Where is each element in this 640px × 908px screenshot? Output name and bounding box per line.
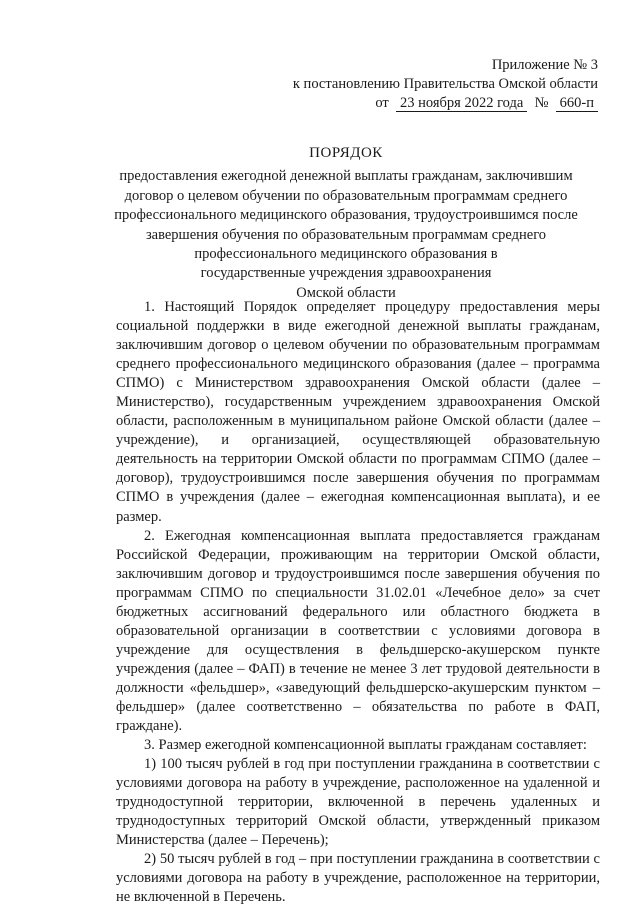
title-line: завершения обучения по образовательным программам среднего bbox=[145, 226, 547, 243]
paragraph-1: 1. Настоящий Порядок определяет процедуру предоставления меры социальной поддержки в виде ежегодной денежной выплаты гражданам, заключившим договор о целевом обучении по образовательным программам среднего профессионального медицинского образования (далее – программа СПМО) с Министерством здравоохранения Омской области (далее – Министерство), государственным учреждением здравоохранения Омской области, расположенным в муниципальном районе Омской области (далее – учреждение), и организацией, осуществляющей образовательную деятельность на территории Омской области по программам СПМО (далее – договор), трудоустроившимся после завершения обучения по программам СПМО в учреждения (далее – ежегодная компенсационная выплата), и ее размер. bbox=[116, 299, 600, 525]
title-line: Омской области bbox=[296, 284, 396, 301]
paragraph-2: 2. Ежегодная компенсационная выплата предоставляется гражданам Российской Федерации, проживающим на территории Омской области, заключившим договор и трудоустроившимся после завершения обучения по программам СПМО по специальности 31.02.01 «Лечебное дело» за счет бюджетных ассигнований федерального или областного бюджета в образовательной организации в соответствии с условиями договора в учреждение для осуществления в фельдшерско-акушерском пункте учреждения (далее – ФАП) в течение не менее 3 лет трудовой деятельности в должности «фельдшер», «заведующий фельдшерско-акушерским пунктом – фельдшер» (далее соответственно – обязательства по работе в ФАП, граждане). bbox=[116, 527, 600, 735]
title-line: предоставления ежегодной денежной выплаты гражданам, заключившим bbox=[119, 168, 573, 185]
document-title bbox=[96, 144, 596, 303]
paragraph-3: 3. Размер ежегодной компенсационной выплаты гражданам составляет: bbox=[144, 737, 587, 754]
appendix-header bbox=[268, 56, 598, 113]
paragraph-3-item-1: 1) 100 тысяч рублей в год при поступлении гражданина в соответствии с условиями договора на работу в учреждение, расположенное на удаленной и труднодоступной территории, включенной в перечень удаленных и труднодоступных территорий Омской области, утвержденный приказом Министерства (далее – Перечень); bbox=[116, 756, 600, 849]
decree-date-prefix: от bbox=[375, 95, 389, 111]
decree-number-sign: № bbox=[534, 95, 549, 111]
title-line: профессионального медицинского образования в bbox=[194, 246, 498, 263]
decree-date-line bbox=[268, 94, 598, 113]
appendix-number: Приложение № 3 bbox=[491, 57, 598, 73]
decree-number: 660-п bbox=[556, 96, 598, 112]
appendix-decree-reference: к постановлению Правительства Омской области bbox=[292, 76, 598, 92]
decree-date: 23 ноября 2022 года bbox=[396, 96, 527, 112]
paragraph-3-item-2: 2) 50 тысяч рублей в год – при поступлении гражданина в соответствии с условиями договора на работу в учреждение, расположенное на территории, не включенной в Перечень. bbox=[116, 851, 600, 906]
title-heading: ПОРЯДОК bbox=[309, 145, 383, 161]
document-body bbox=[116, 298, 600, 908]
title-line: договор о целевом обучении по образовательным программам среднего bbox=[124, 187, 568, 204]
title-line: государственные учреждения здравоохранения bbox=[200, 265, 492, 282]
title-line: профессионального медицинского образования, трудоустроившимся после bbox=[114, 207, 578, 224]
